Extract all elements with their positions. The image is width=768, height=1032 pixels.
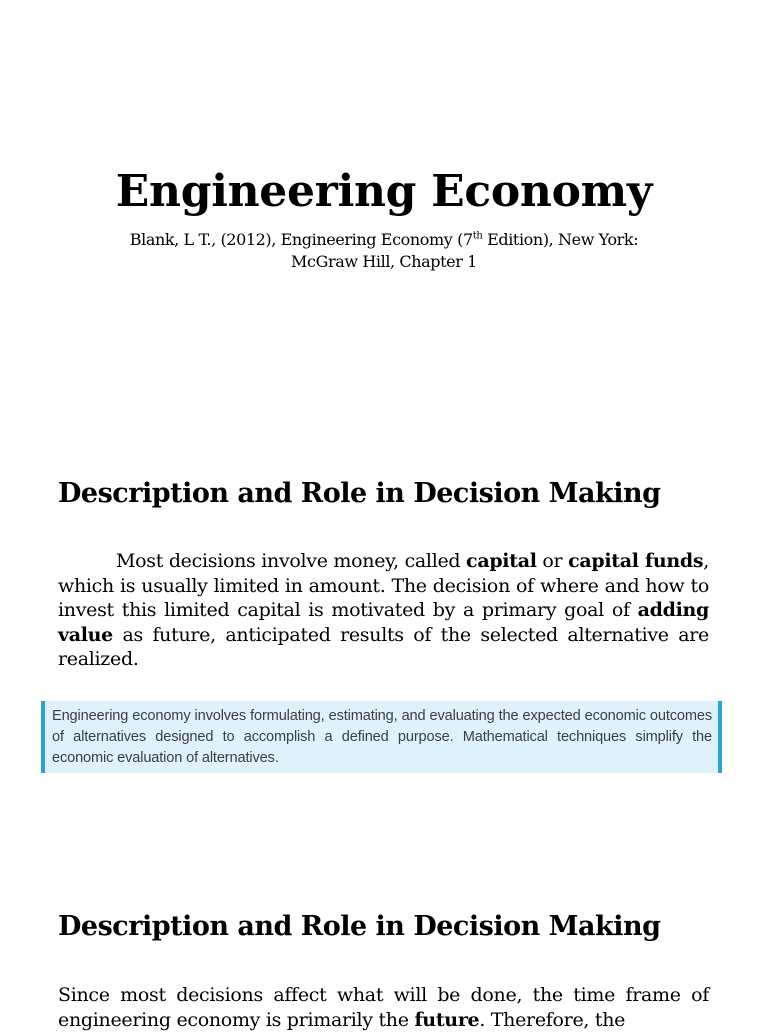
paragraph-text: . Therefore, the <box>479 1008 626 1031</box>
term-adding-value: adding value <box>58 599 709 646</box>
paragraph-text: Most decisions involve money, called <box>116 550 467 572</box>
citation-text-post: Edition), New York: <box>482 230 639 249</box>
section-heading-2: Description and Role in Decision Making <box>58 911 661 942</box>
page-title: Engineering Economy <box>115 166 653 217</box>
paragraph-text: as future, anticipated results of the selected alternative are realized. <box>58 623 709 670</box>
term-capital-funds: capital funds <box>568 550 704 572</box>
definition-callout: Engineering economy involves formulating, estimating, and evaluating the expected economic outcomes of alternatives designed to accomplish a defined purpose. Mathematical techniques simplify the economic evaluation of alternatives. <box>41 701 722 773</box>
paragraph-text: Since most decisions affect what will be done, the time frame of engineering economy is primarily the <box>58 984 709 1031</box>
paragraph-text: , which is usually limited in amount. The decision of where and how to invest this limited capital is motivated by a primary goal of <box>58 550 710 621</box>
citation-line-2: McGraw Hill, Chapter 1 <box>291 252 477 271</box>
citation-superscript: th <box>472 230 483 242</box>
citation <box>0 229 768 273</box>
term-capital: capital <box>466 550 537 572</box>
citation-text-pre: Blank, L T., (2012), Engineering Economy (7 <box>129 230 473 249</box>
paragraph-text: or <box>536 550 569 572</box>
citation-line-1 <box>0 229 768 251</box>
section-heading-1: Description and Role in Decision Making <box>58 478 661 509</box>
section-2-paragraph <box>58 983 709 1032</box>
term-future: future <box>414 1008 480 1031</box>
section-1-paragraph <box>58 549 709 672</box>
